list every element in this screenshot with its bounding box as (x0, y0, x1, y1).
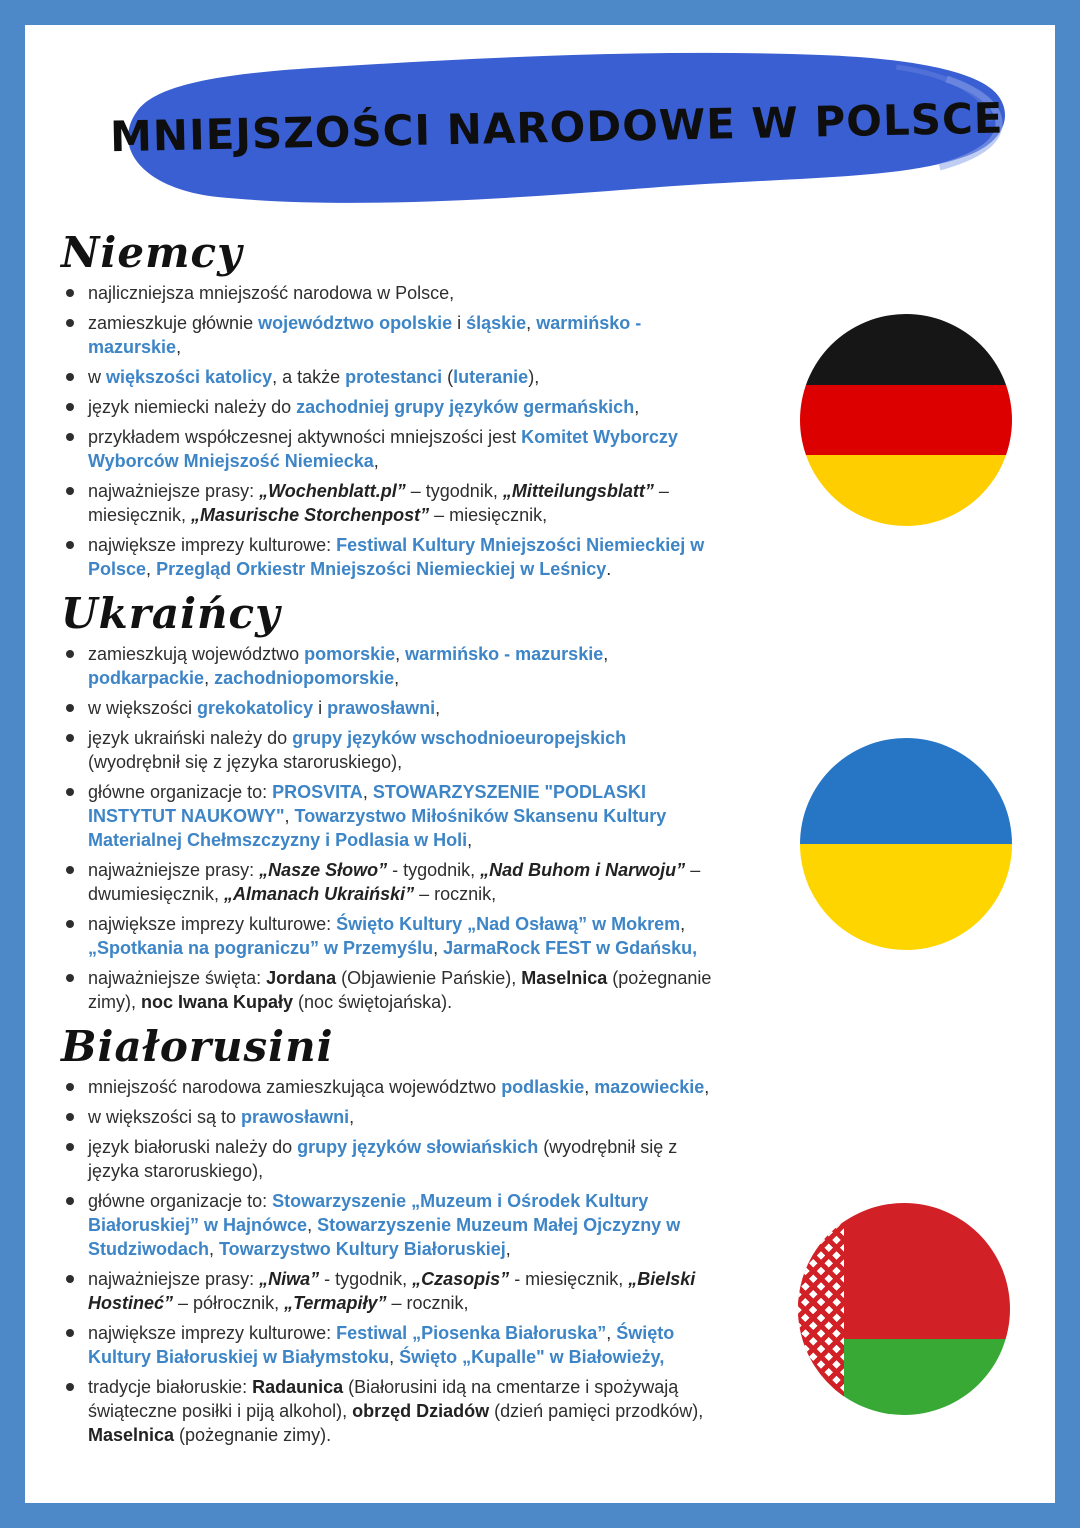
bullet-list (61, 642, 721, 1014)
text-segment: język białoruski należy do (88, 1137, 298, 1157)
bullet-item (61, 1321, 721, 1369)
text-segment: główne organizacje to: (88, 782, 273, 802)
text-segment: STOWARZYSZENIE "PODLASKI INSTYTUT NAUKOWY" (88, 782, 647, 826)
text-segment: , (146, 559, 157, 579)
text-segment: przykładem współczesnej aktywności mniejszości jest (88, 427, 522, 447)
bullet-item (61, 479, 721, 527)
bullet-item (61, 365, 721, 389)
text-segment: podlaskie (501, 1077, 585, 1097)
text-segment: w większości są to (88, 1107, 242, 1127)
text-segment: , (526, 313, 537, 333)
text-segment: – rocznik, (414, 884, 497, 904)
text-segment: największe imprezy kulturowe: (88, 535, 337, 555)
text-segment: , (606, 1323, 617, 1343)
text-segment: – rocznik, (386, 1293, 469, 1313)
text-segment: „Niwa” (259, 1269, 320, 1289)
bullet-item (61, 642, 721, 690)
page-title: MNIEJSZOŚCI NARODOWE W POLSCE (109, 93, 1004, 162)
section-heading-niemcy: Niemcy (61, 228, 243, 277)
text-segment: – miesięcznik, (429, 505, 548, 525)
text-segment: (Objawienie Pańskie), (336, 968, 522, 988)
bullet-item (61, 780, 721, 852)
flag-ornament-pattern (798, 1203, 844, 1415)
text-segment: Komitet Wyborczy Wyborców Mniejszość Niemiecka (88, 427, 678, 471)
text-segment: - tygodnik, (319, 1269, 413, 1289)
text-segment: (pożegnanie zimy). (174, 1425, 332, 1445)
text-segment: , (584, 1077, 595, 1097)
text-segment: największe imprezy kulturowe: (88, 1323, 337, 1343)
text-segment: warmińsko - mazurskie (405, 644, 604, 664)
title-banner (25, 25, 1055, 220)
bullet-item (61, 1135, 721, 1183)
text-segment: „Masurische Storchenpost” (191, 505, 430, 525)
text-segment: , (307, 1215, 318, 1235)
text-segment: język ukraiński należy do (88, 728, 293, 748)
text-segment: – półrocznik, (173, 1293, 285, 1313)
flag-germany (800, 314, 1012, 526)
text-segment: Święto „Kupalle" w Białowieży, (399, 1347, 665, 1367)
bullet-item (61, 1189, 721, 1261)
text-segment: pomorskie (304, 644, 396, 664)
text-segment: PROSVITA (272, 782, 363, 802)
text-segment: prawosławni (327, 698, 436, 718)
text-segment: najważniejsze prasy: (88, 860, 260, 880)
text-segment: protestanci (345, 367, 443, 387)
text-segment: , (433, 938, 444, 958)
text-segment: – tygodnik, (405, 481, 503, 501)
text-segment: , (704, 1077, 710, 1097)
text-segment: w (88, 367, 106, 387)
text-segment: ), (528, 367, 540, 387)
text-segment: Festiwal Kultury Mniejszości Niemieckiej w Polsce (88, 535, 705, 579)
text-segment: śląskie (466, 313, 527, 333)
text-segment: Święto Kultury „Nad Osławą” w Mokrem (336, 914, 681, 934)
text-segment: (wyodrębnił się z języka staroruskiego), (88, 1137, 678, 1181)
bullet-item (61, 1075, 721, 1099)
section-heading-bialorusini: Białorusini (61, 1022, 334, 1071)
bullet-item (61, 966, 721, 1014)
text-segment: i (452, 313, 467, 333)
bullet-item (61, 1375, 721, 1447)
text-segment: mazowieckie (594, 1077, 705, 1097)
bullet-item (61, 1267, 721, 1315)
text-segment: „Nasze Słowo” (259, 860, 388, 880)
text-segment: noc Iwana Kupały (141, 992, 294, 1012)
text-segment: , (209, 1239, 220, 1259)
bullet-item (61, 858, 721, 906)
flag-belarus (798, 1203, 1010, 1415)
text-segment: (noc świętojańska). (293, 992, 453, 1012)
text-segment: (Białorusini idą na cmentarze i spożywają świąteczne posiłki i piją alkohol), (88, 1377, 679, 1421)
text-segment: , (680, 914, 686, 934)
text-segment: Maselnica (88, 1425, 175, 1445)
text-segment: , (394, 668, 400, 688)
text-segment: najważniejsze prasy: (88, 1269, 260, 1289)
text-segment: i (313, 698, 328, 718)
text-segment: , (373, 451, 379, 471)
text-segment: grupy języków słowiańskich (297, 1137, 539, 1157)
text-segment: prawosławni (241, 1107, 350, 1127)
text-segment: , (204, 668, 215, 688)
text-segment: , (176, 337, 182, 357)
text-segment: większości katolicy (106, 367, 273, 387)
text-segment: „Termapiły” (284, 1293, 387, 1313)
text-segment: województwo opolskie (258, 313, 453, 333)
text-segment: „Almanach Ukraiński” (224, 884, 415, 904)
text-segment: (dzień pamięci przodków), (489, 1401, 704, 1421)
text-segment: język niemiecki należy do (88, 397, 297, 417)
text-segment: najważniejsze święta: (88, 968, 267, 988)
flag-stripe (800, 385, 1012, 456)
text-segment: , (603, 644, 609, 664)
text-segment: obrzęd Dziadów (352, 1401, 490, 1421)
text-segment: zamieszkuje głównie (88, 313, 259, 333)
bullet-item (61, 1105, 721, 1129)
text-segment: Festiwal „Piosenka Białoruska” (336, 1323, 607, 1343)
text-segment: . (606, 559, 612, 579)
text-segment: – dwumiesięcznik, (88, 860, 701, 904)
text-segment: Towarzystwo Miłośników Skansenu Kultury Materialnej Chełmszczyzny i Podlasia w Holi (88, 806, 667, 850)
text-segment: ( (442, 367, 454, 387)
text-segment: warmińsko - mazurskie (88, 313, 642, 357)
text-segment: , (284, 806, 295, 826)
text-segment: Towarzystwo Kultury Białoruskiej (219, 1239, 506, 1259)
bullet-item (61, 425, 721, 473)
text-segment: - miesięcznik, (509, 1269, 629, 1289)
text-segment: „Bielski Hostineć” (88, 1269, 696, 1313)
flag-ukraine (800, 738, 1012, 950)
text-segment: , (389, 1347, 400, 1367)
bullet-item (61, 696, 721, 720)
text-segment: (wyodrębnił się z języka staroruskiego), (88, 752, 403, 772)
text-segment: , (467, 830, 473, 850)
text-segment: luteranie (453, 367, 529, 387)
section-heading-ukraincy: Ukraińcy (61, 589, 281, 638)
text-segment: Stowarzyszenie Muzeum Małej Ojczyzny w Studziwodach (88, 1215, 681, 1259)
text-segment: , a także (272, 367, 346, 387)
text-segment: główne organizacje to: (88, 1191, 273, 1211)
text-segment: Maselnica (521, 968, 608, 988)
text-segment: najważniejsze prasy: (88, 481, 260, 501)
text-segment: , (634, 397, 640, 417)
text-segment: , (395, 644, 406, 664)
text-segment: , (435, 698, 441, 718)
text-segment: - tygodnik, (387, 860, 481, 880)
text-segment: podkarpackie (88, 668, 205, 688)
text-segment: „Wochenblatt.pl” (259, 481, 406, 501)
text-segment: największe imprezy kulturowe: (88, 914, 337, 934)
text-segment: „Mitteilungsblatt” (502, 481, 654, 501)
bullet-item (61, 281, 721, 305)
text-segment: w większości (88, 698, 198, 718)
text-segment: „Czasopis” (412, 1269, 510, 1289)
text-segment: Stowarzyszenie „Muzeum i Ośrodek Kultury Białoruskiej” w Hajnówce (88, 1191, 649, 1235)
text-segment: grupy języków wschodnioeuropejskich (292, 728, 627, 748)
text-segment: JarmaRock FEST w Gdańsku, (443, 938, 698, 958)
text-segment: Radaunica (252, 1377, 344, 1397)
text-segment: Jordana (266, 968, 337, 988)
text-segment: najliczniejsza mniejszość narodowa w Polsce, (88, 283, 455, 303)
bullet-item (61, 395, 721, 419)
text-segment: tradycje białoruskie: (88, 1377, 253, 1397)
text-segment: mniejszość narodowa zamieszkująca województwo (88, 1077, 502, 1097)
text-segment: , (505, 1239, 511, 1259)
text-segment: Święto Kultury Białoruskiej w Białymstoku (88, 1323, 675, 1367)
bullet-item (61, 311, 721, 359)
bullet-item (61, 912, 721, 960)
text-segment: grekokatolicy (197, 698, 314, 718)
text-segment: zachodniopomorskie (214, 668, 395, 688)
text-segment: , (349, 1107, 355, 1127)
bullet-item (61, 533, 721, 581)
text-segment: – miesięcznik, (88, 481, 669, 525)
text-segment: „Spotkania na pograniczu” w Przemyślu (88, 938, 434, 958)
text-segment: „Nad Buhom i Narwoju” (480, 860, 686, 880)
text-segment: zamieszkują województwo (88, 644, 305, 664)
bullet-item (61, 726, 721, 774)
text-segment: (pożegnanie zimy), (88, 968, 712, 1012)
bullet-list (61, 1075, 721, 1447)
text-segment: zachodniej grupy języków germańskich (296, 397, 635, 417)
text-segment: Przegląd Orkiestr Mniejszości Niemieckiej w Leśnicy (156, 559, 607, 579)
bullet-list (61, 281, 721, 581)
text-segment: , (362, 782, 373, 802)
